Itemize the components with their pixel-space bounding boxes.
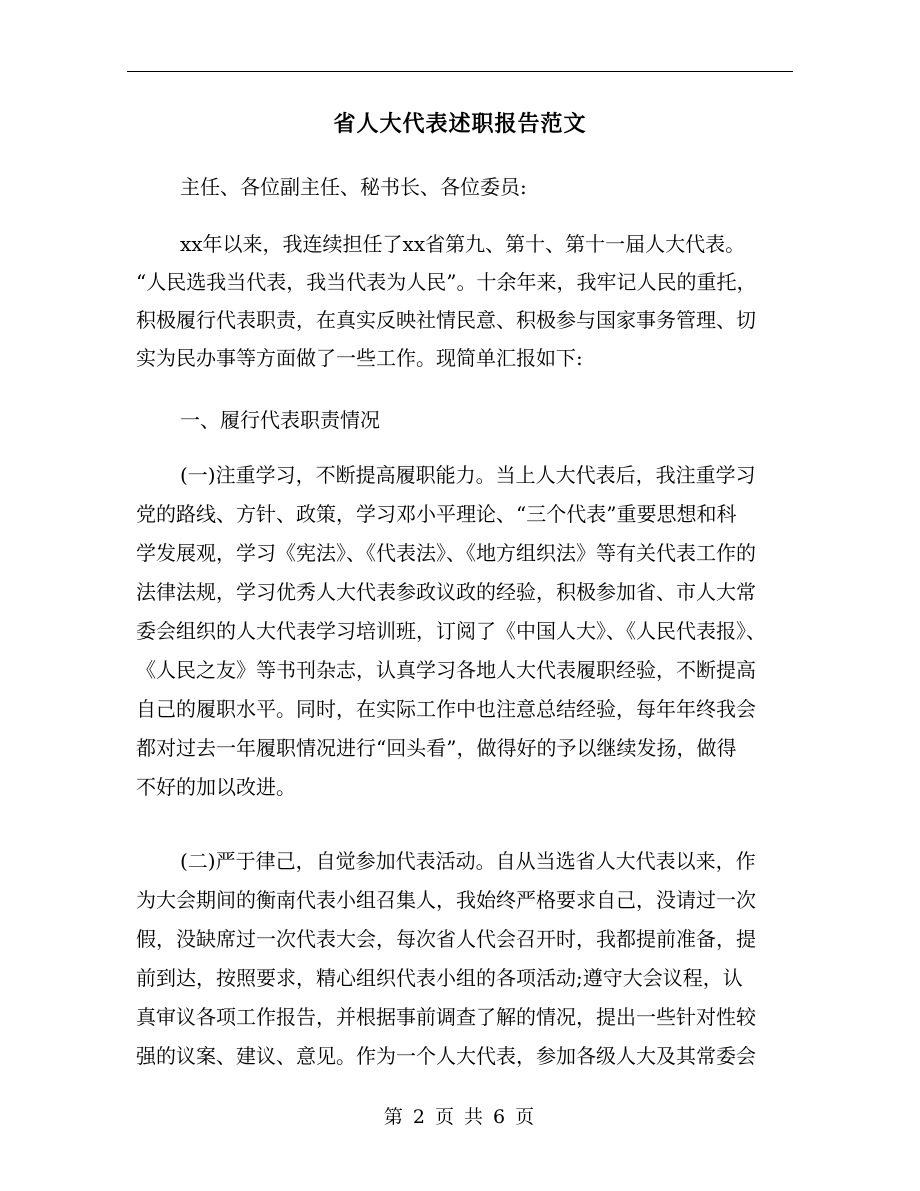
paragraph-line: 委会组织的人大代表学习培训班，订阅了《中国人大》、《人民代表报》、: [136, 619, 766, 643]
paragraph-line: 法律法规，学习优秀人大代表参政议政的经验，积极参加省、市人大常: [136, 580, 756, 604]
paragraph-line: 《人民之友》等书刊杂志，认真学习各地人大代表履职经验，不断提高: [136, 658, 756, 682]
document-title: 省人大代表述职报告范文: [333, 112, 587, 137]
paragraph-line: xx年以来，我连续担任了xx省第九、第十、第十一届人大代表。: [180, 232, 746, 256]
paragraph-line: 自己的履职水平。同时，在实际工作中也注意总结经验，每年年终我会: [136, 697, 756, 721]
section-heading: 一、履行代表职责情况: [180, 408, 380, 432]
paragraph-line: 都对过去一年履职情况进行“回头看”，做得好的予以继续发扬，做得: [136, 736, 737, 760]
paragraph-line: 积极履行代表职责，在真实反映社情民意、积极参与国家事务管理、切: [136, 308, 756, 332]
paragraph-line: 不好的加以改进。: [136, 775, 296, 799]
page-number-footer: 第 2 页 共 6 页: [383, 1106, 537, 1128]
paragraph-line: (二)严于律己，自觉参加代表活动。自从当选省人大代表以来，作: [180, 849, 756, 873]
paragraph-line: “人民选我当代表，我当代表为人民”。十余年来，我牢记人民的重托，: [136, 270, 757, 294]
paragraph-line: 强的议案、建议、意见。作为一个人大代表，参加各级人大及其常委会: [136, 1044, 756, 1068]
paragraph-line: 实为民办事等方面做了一些工作。现简单汇报如下:: [136, 346, 583, 370]
paragraph-line: 学发展观，学习《宪法》、《代表法》、《地方组织法》等有关代表工作的: [136, 541, 756, 565]
paragraph-line: 前到达，按照要求，精心组织代表小组的各项活动;遵守大会议程，认: [136, 966, 743, 990]
paragraph-line: 为大会期间的衡南代表小组召集人，我始终严格要求自己，没请过一次: [136, 888, 756, 912]
paragraph-line: 假，没缺席过一次代表大会，每次省人代会召开时，我都提前准备，提: [136, 927, 756, 951]
salutation: 主任、各位副主任、秘书长、各位委员:: [180, 175, 527, 199]
paragraph-line: (一)注重学习，不断提高履职能力。当上人大代表后，我注重学习: [180, 463, 756, 487]
paragraph-line: 党的路线、方针、政策，学习邓小平理论、“三个代表”重要思想和科: [136, 502, 737, 526]
paragraph-line: 真审议各项工作报告，并根据事前调查了解的情况，提出一些针对性较: [136, 1005, 756, 1029]
header-rule: [127, 71, 793, 72]
